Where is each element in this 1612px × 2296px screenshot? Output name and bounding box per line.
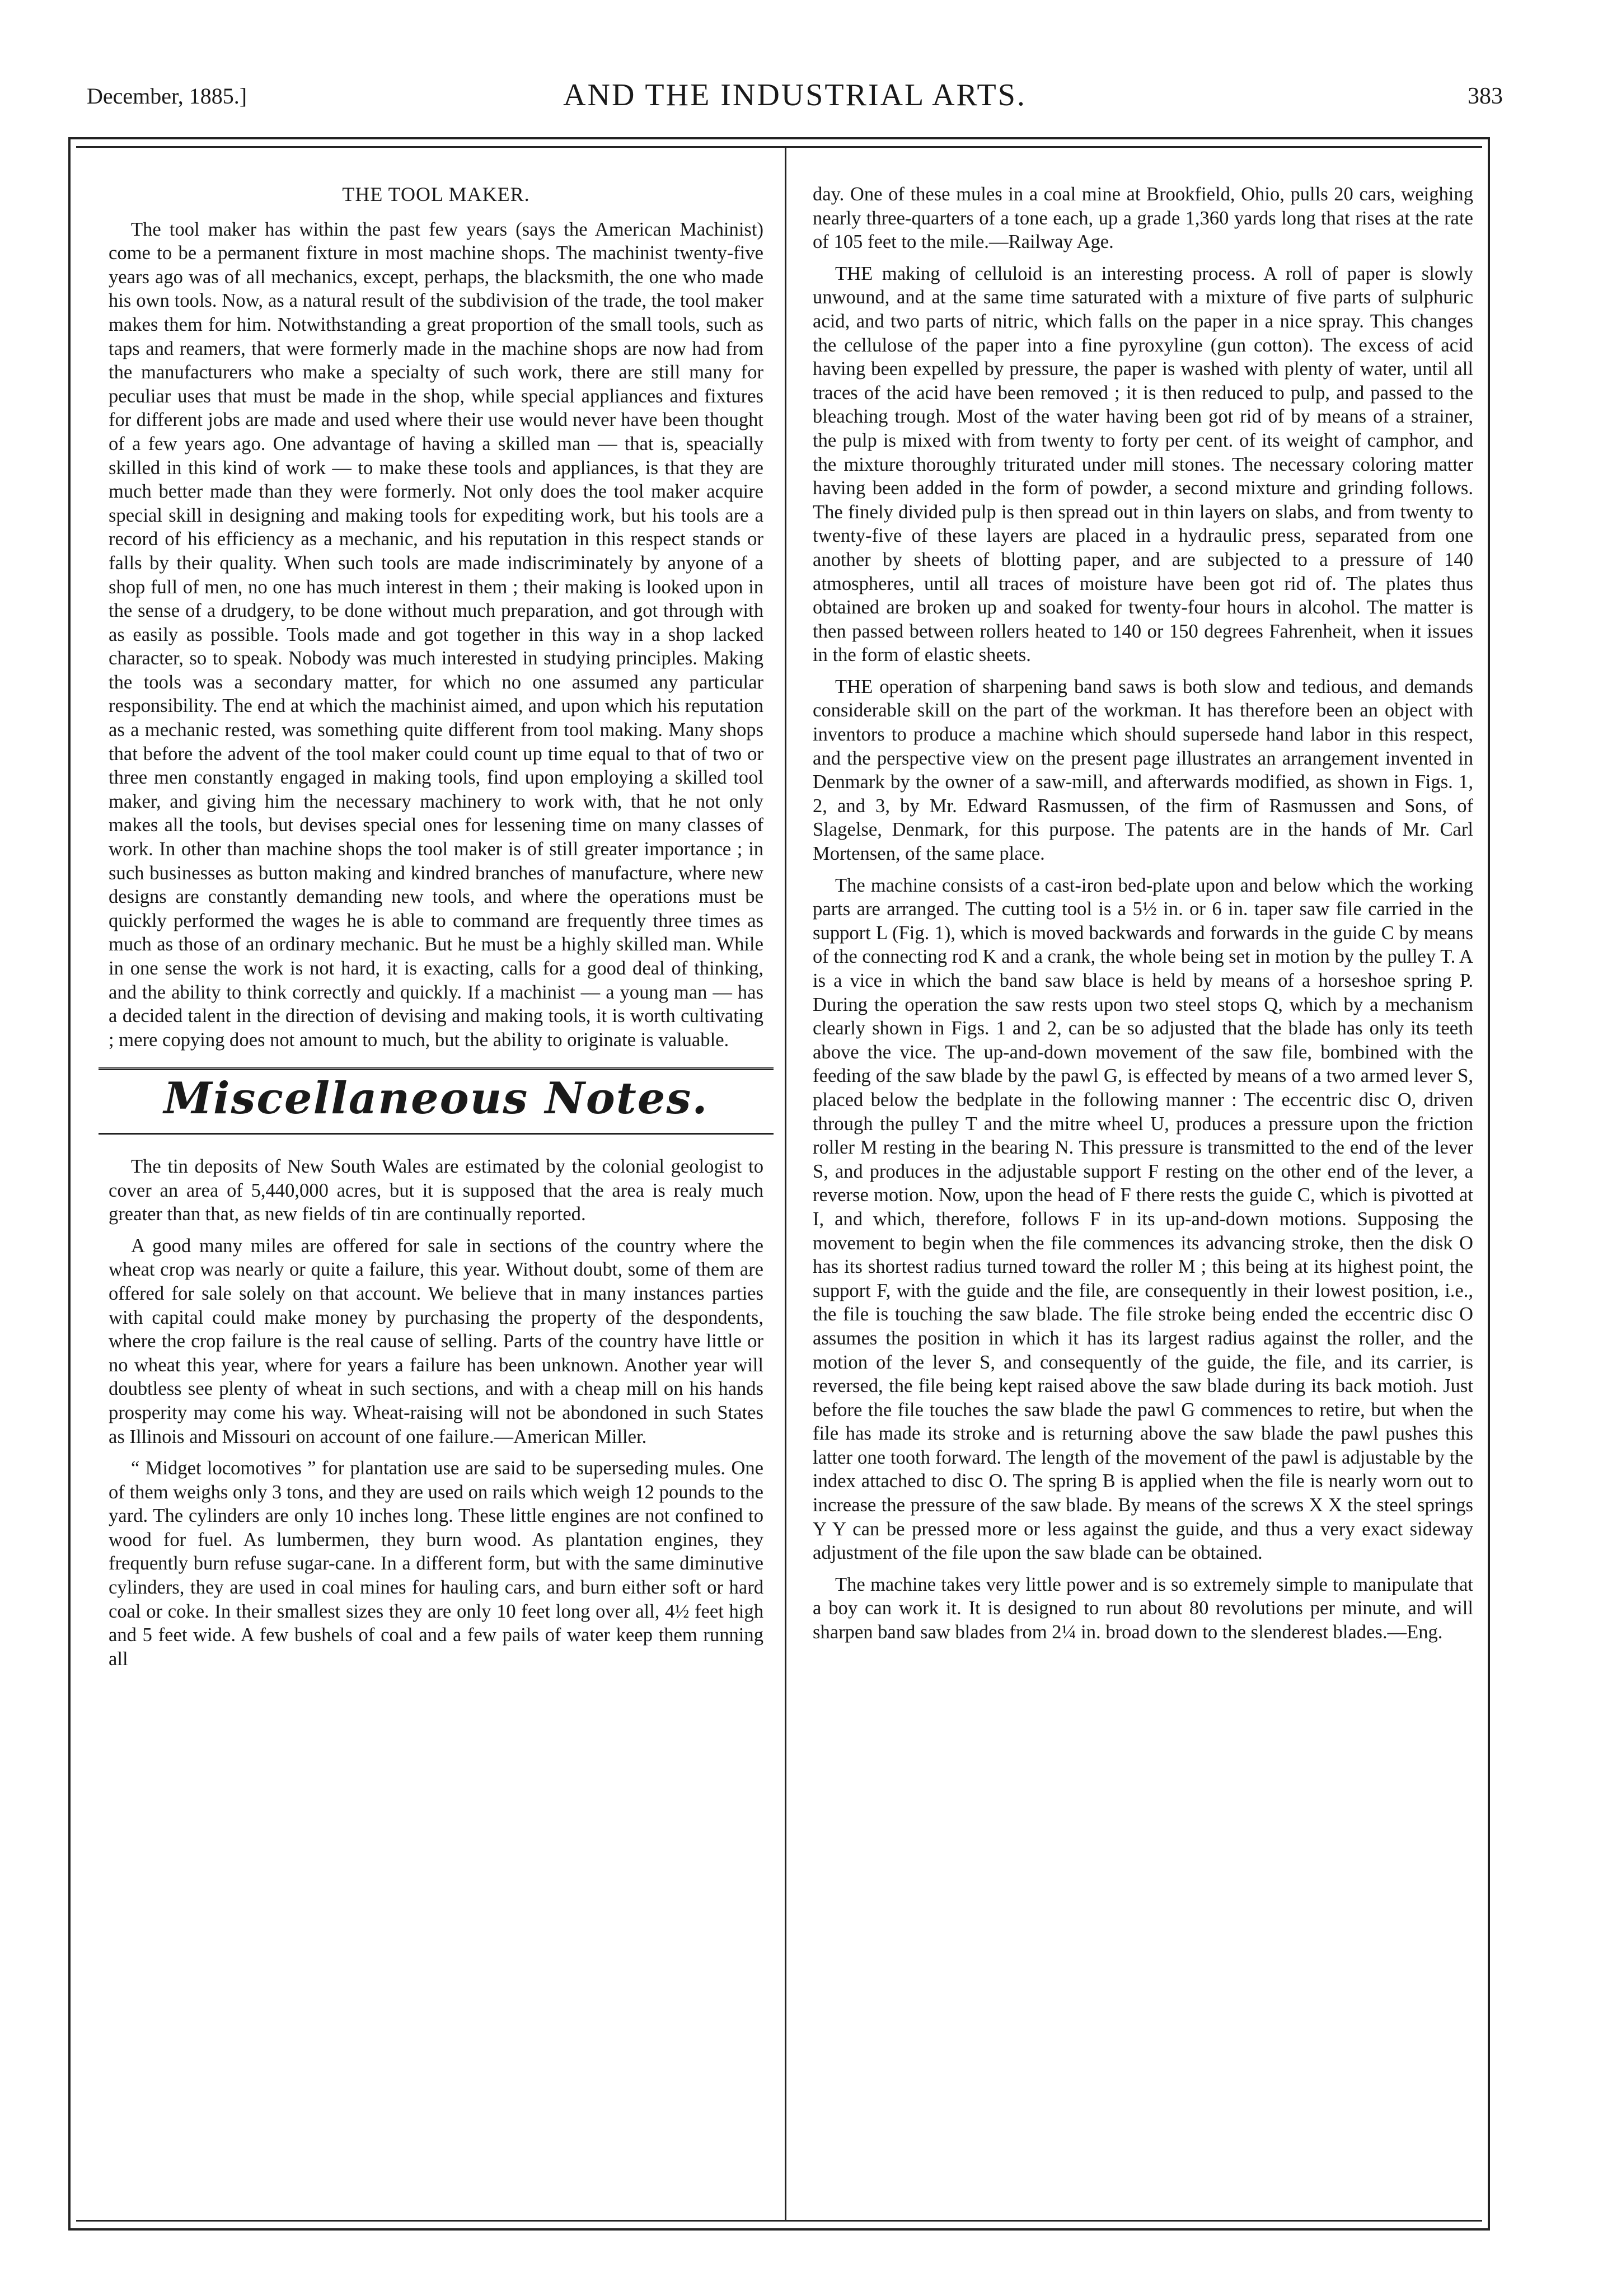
- misc-notes-banner: [99, 1067, 774, 1135]
- issue-date: December, 1885.]: [87, 83, 247, 109]
- misc-notes-heading: Miscellaneous Notes.: [163, 1073, 709, 1124]
- page-frame: [68, 137, 1490, 2231]
- note-band-saws-machine: The machine consists of a cast-iron bed-plate upon and below which the working parts are arranged. The cutting tool is a 5½ in. or 6 in. taper saw file carried in the support L (Fig. 1), which is moved backwards and forwards in the guide C by means of the connecting rod K and a crank, the whole being set in motion by the pulley T. A is a vice in which the band saw blace is held by means of a horseshoe spring P. During the operation the saw rests upon two steel stops Q, which by a mechanism clearly shown in Figs. 1 and 2, can be so adjusted that the blade has only its teeth above the vice. The up-and-down movement of the saw file, bombined with the feeding of the saw blade by the pawl G, is effected by means of a two armed lever S, placed below the bedplate in the following manner : The eccentric disc O, driven through the pulley T and the mitre wheel U, produces a pressure upon the friction roller M resting in the bearing N. This pressure is transmitted to the end of the lever S, and produces in the adjustable support F resting on the other end of the lever, a reverse motion. Now, upon the head of F there rests the guide C, which is pivotted at I, and which, therefore, follows F in its up-and-down motions. Supposing the movement to begin when the file commences its advancing stroke, then the disk O has its shortest radius turned toward the roller M ; this being at its highest point, the support F, with the guide and the file, are consequently in their lowest position, i.e., the file is touching the saw blade. The file stroke being ended the eccentric disc O assumes the position in which it has its largest radius against the roller, and the motion of the lever S, and consequently of the guide, the file, and its carrier, is reversed, the file being kept raised above the saw blade during its back motioh. Just before the file touches the saw blade the pawl G commences to retire, but when the file has made its stroke and is returning above the saw blade the pawl pushes this latter one tooth forward. The length of the movement of the pawl is adjustable by the index attached to disc O. The spring B is applied when the file is nearly worn out to increase the pressure of the saw blade. By means of the screws X X the steel springs Y Y can be pressed more or less against the guide, and thus a very exact sideway adjustment of the file upon the saw blade can be obtained.: [813, 874, 1473, 1564]
- page-number: 383: [1468, 83, 1503, 109]
- note-band-saws-summary: The machine takes very little power and is so extremely simple to manipulate that a boy can work it. It is designed to run about 80 revolutions per minute, and will sharpen band saw blades from 2¼ in. broad down to the slenderest blades.—Eng.: [813, 1573, 1473, 1643]
- page-frame-inner: [76, 146, 1482, 2222]
- page-header: [87, 77, 1503, 128]
- journal-title: AND THE INDUSTRIAL ARTS.: [563, 78, 1027, 113]
- article-body-tool-maker: The tool maker has within the past few years (says the American Machinist) come to be a permanent fixture in most machine shops. The machinist twenty-five years ago was of all mechanics, except, perhaps, the blacksmith, the one who made his own tools. Now, as a natural result of the subdivision of the trade, the tool maker makes them for him. Notwithstanding a great proportion of the small tools, such as taps and reamers, that were formerly made in the machine shops are now had from the manufacturers who make a specialty of such work, there are still many for peculiar uses that must be made in the shop, while special appliances and fixtures for different jobs are made and used where their use would never have been thought of a few years ago. One advantage of having a skilled man — that is, speacially skilled in this kind of work — to make these tools and appliances, is that they are much better made than they were formerly. Not only does the tool maker acquire special skill in designing and making tools for expediting work, but his tools are a record of his efficiency as a mechanic, and his reputation in this respect stands or falls by their quality. When such tools are made indiscriminately by anyone of a shop full of men, no one has much interest in them ; their making is looked upon in the sense of a drudgery, to be done without much preparation, and got through with as easily as possible. Tools made and got together in this way in a shop lacked character, so to speak. Nobody was much interested in studying principles. Making the tools was a secondary matter, for which no one assumed any particular responsibility. The end at which the machinist aimed, and upon which his reputation as a mechanic rested, was something quite different from tool making. Many shops that before the advent of the tool maker could count up time equal to that of two or three men constantly engaged in making tools, find upon employing a skilled tool maker, and giving him the necessary machinery to work with, that he not only makes all the tools, but devises special ones for lessening time on many classes of work. In other than machine shops the tool maker is of still greater importance ; in such businesses as button making and kindred branches of manufacture, where new designs are constantly demanding new tools, and where the operations must be quickly performed the wages he is able to command are frequently three times as much as those of an ordinary mechanic. But he must be a highly skilled man. While in one sense the work is not hard, it is exacting, calls for a good deal of thinking, and the ability to think correctly and quickly. If a machinist — a young man — has a decided talent in the direction of devising and making tools, it is worth cultivating ; mere copying does not amount to much, but the ability to originate is valuable.: [109, 218, 763, 1051]
- note-band-saws-intro: THE operation of sharpening band saws is both slow and tedious, and demands considerable skill on the part of the workman. It has therefore been an object with inventors to produce a machine which should supersede hand labor in this respect, and the perspective view on the present page illustrates an arrangement invented in Denmark by the owner of a saw-mill, and afterwards modified, as shown in Figs. 1, 2, and 3, by Mr. Edward Rasmussen, of the firm of Rasmussen and Sons, of Slagelse, Denmark, for this purpose. The patents are in the hands of Mr. Carl Mortensen, of the same place.: [813, 676, 1473, 865]
- left-column: [109, 182, 763, 1679]
- note-celluloid: THE making of celluloid is an interesting process. A roll of paper is slowly unwound, and at the same time saturated with a mixture of five parts of sulphuric acid, and two parts of nitric, which falls on the paper in a nice spray. This changes the cellulose of the paper into a fine pyroxyline (gun cotton). The excess of acid having been expelled by pressure, the paper is washed with plenty of water, until all traces of the acid have been removed ; it is then reduced to pulp, and passed to the bleaching trough. Most of the water having been got rid of by means of a strainer, the pulp is mixed with from twenty to forty per cent. of its weight of camphor, and the mixture thoroughly triturated under mill stones. The necessary coloring matter having been added in the form of powder, a second mixture and grinding follows. The finely divided pulp is then spread out in thin layers on slabs, and from twenty to twenty-five of these layers are placed in a hydraulic press, separated from one another by sheets of blotting paper, and are subjected to a pressure of 140 atmospheres, until all traces of moisture have been got rid of. The plates thus obtained are broken up and soaked for twenty-four hours in alcohol. The matter is then passed between rollers heated to 140 or 150 degrees Fahrenheit, when it issues in the form of elastic sheets.: [813, 263, 1473, 666]
- note-locomotives-continued: day. One of these mules in a coal mine at Brookfield, Ohio, pulls 20 cars, weighing nearly three-quarters of a tone each, up a grade 1,360 yards long that rises at the rate of 105 feet to the mile.—Railway Age.: [813, 184, 1473, 253]
- article-title-tool-maker: THE TOOL MAKER.: [342, 183, 530, 205]
- column-divider: [785, 148, 786, 2220]
- note-tin-deposits: The tin deposits of New South Wales are estimated by the colonial geologist to cover an area of 5,440,000 acres, but it is supposed that the area is realy much greater than that, as new fields of tin are continually reported.: [109, 1155, 763, 1225]
- note-midget-locomotives: “ Midget locomotives ” for plantation use are said to be superseding mules. One of them weighs only 3 tons, and they are used on rails which weigh 12 pounds to the yard. The cylinders are only 10 inches long. These little engines are not confined to wood for fuel. As lumbermen, they burn wood. As plantation engines, they frequently burn refuse sugar-cane. In a different form, but with the same diminutive cylinders, they are used in coal mines for hauling cars, and burn either soft or hard coal or coke. In their smallest sizes they are only 10 feet long over all, 4½ feet high and 5 feet wide. A few bushels of coal and a few pails of water keep them running all: [109, 1458, 763, 1670]
- right-column: [813, 182, 1473, 1652]
- note-wheat-mills: A good many miles are offered for sale in sections of the country where the wheat crop was nearly or quite a failure, this year. Without doubt, some of them are offered for sale solely on that account. We believe that in many instances parties with capital could make money by purchasing the property of the despondents, where the crop failure is the real cause of selling. Parts of the country have little or no wheat this year, where for years a failure has been unknown. Another year will doubtless see plenty of wheat in such sections, and with a cheap mill on his hands prosperity may come his way. Wheat-raising will not be abondoned in such States as Illinois and Missouri on account of one failure.—American Miller.: [109, 1235, 763, 1447]
